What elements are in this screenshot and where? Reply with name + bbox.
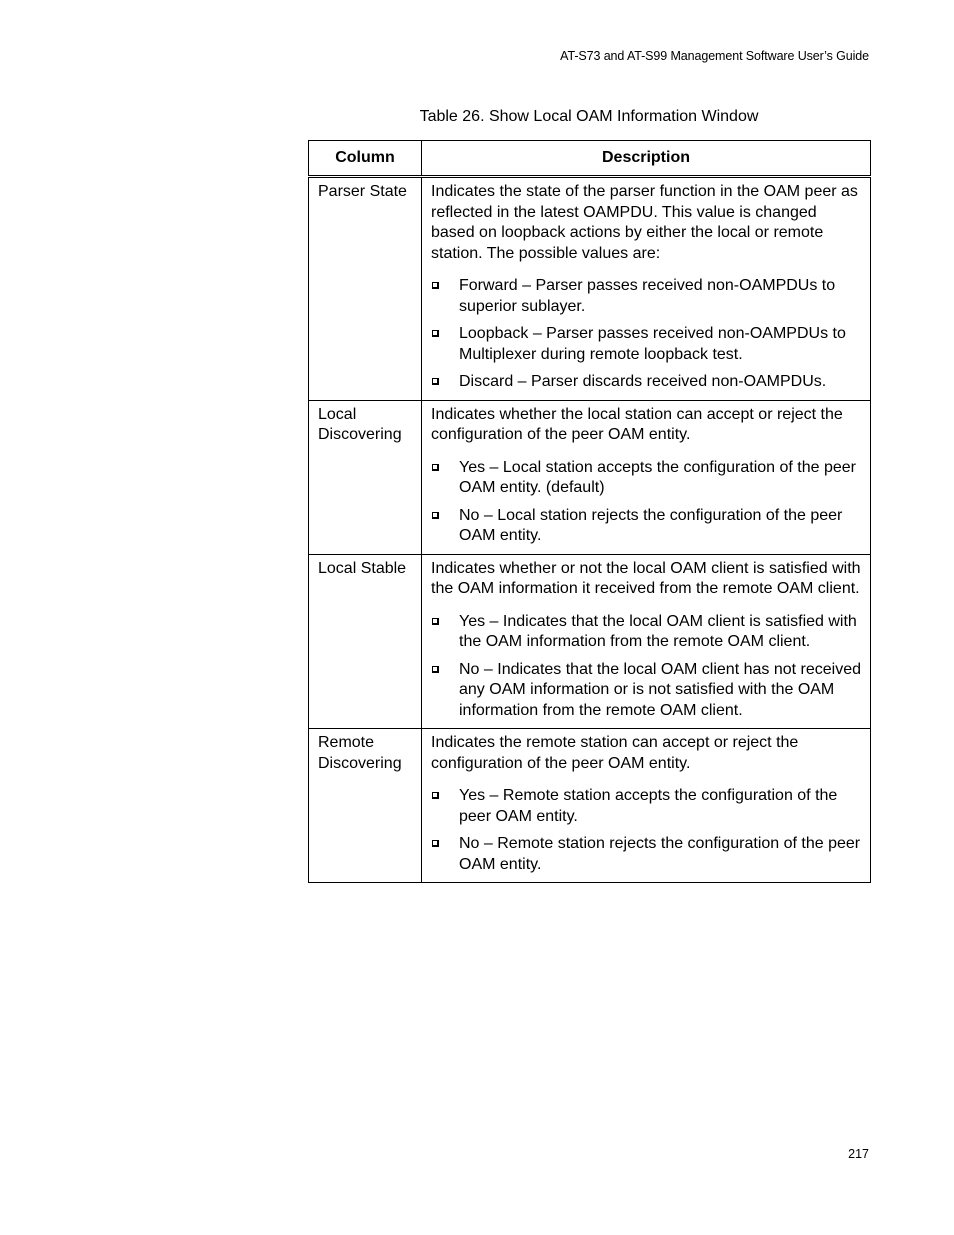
description-header: Description — [422, 141, 871, 177]
row-description-cell — [422, 729, 871, 883]
row-description: Indicates the state of the parser function in the OAM peer as reflected in the latest OAMPDU. This value is changed based on loopback actions by either the local or remote station. The possible values are: — [431, 183, 858, 262]
table-row — [309, 554, 871, 729]
table-row — [309, 400, 871, 554]
oam-info-table — [308, 140, 871, 883]
option-item — [431, 276, 862, 317]
option-item — [431, 660, 862, 722]
checkbox-bullet-icon — [432, 282, 439, 289]
row-name: Local Discovering — [309, 400, 422, 554]
option-text: Yes – Local station accepts the configuration of the peer OAM entity. (default) — [459, 458, 857, 496]
row-description: Indicates whether the local station can accept or reject the configuration of the peer OAM entity. — [431, 405, 843, 443]
checkbox-bullet-icon — [432, 330, 439, 337]
row-name: Remote Discovering — [309, 729, 422, 883]
option-item — [431, 506, 862, 547]
option-item — [431, 372, 862, 393]
table-row — [309, 729, 871, 883]
checkbox-bullet-icon — [432, 666, 439, 673]
option-text: Forward – Parser passes received non-OAMPDUs to superior sublayer. — [459, 277, 836, 315]
option-text: Yes – Remote station accepts the configuration of the peer OAM entity. — [459, 787, 838, 825]
running-header: AT-S73 and AT-S99 Management Software User’s Guide — [560, 49, 869, 63]
option-item — [431, 324, 862, 365]
page-number: 217 — [848, 1147, 869, 1161]
table-header-row — [309, 141, 871, 177]
option-item — [431, 458, 862, 499]
checkbox-bullet-icon — [432, 512, 439, 519]
row-description-cell — [422, 177, 871, 401]
row-description-cell — [422, 400, 871, 554]
checkbox-bullet-icon — [432, 464, 439, 471]
row-name: Parser State — [309, 177, 422, 401]
checkbox-bullet-icon — [432, 792, 439, 799]
option-list — [431, 612, 862, 722]
option-text: No – Indicates that the local OAM client has not received any OAM information or is not satisfied with the OAM information from the remote OAM client. — [459, 660, 861, 719]
option-text: No – Local station rejects the configuration of the peer OAM entity. — [459, 506, 843, 544]
checkbox-bullet-icon — [432, 378, 439, 385]
option-text: Loopback – Parser passes received non-OAMPDUs to Multiplexer during remote loopback test. — [459, 325, 846, 363]
option-list — [431, 786, 862, 875]
checkbox-bullet-icon — [432, 618, 439, 625]
option-item — [431, 612, 862, 653]
column-header: Column — [309, 141, 422, 177]
row-description-cell — [422, 554, 871, 729]
option-item — [431, 834, 862, 875]
checkbox-bullet-icon — [432, 840, 439, 847]
table-row — [309, 177, 871, 401]
option-item — [431, 786, 862, 827]
option-text: Discard – Parser discards received non-OAMPDUs. — [459, 373, 827, 390]
option-list — [431, 276, 862, 393]
option-text: No – Remote station rejects the configuration of the peer OAM entity. — [459, 835, 861, 873]
row-description: Indicates the remote station can accept or reject the configuration of the peer OAM entity. — [431, 734, 799, 772]
option-text: Yes – Indicates that the local OAM client is satisfied with the OAM information from the remote OAM client. — [459, 612, 857, 650]
row-name: Local Stable — [309, 554, 422, 729]
option-list — [431, 458, 862, 547]
row-description: Indicates whether or not the local OAM client is satisfied with the OAM information it received from the remote OAM client. — [431, 559, 861, 597]
table-caption: Table 26. Show Local OAM Information Window — [419, 108, 759, 125]
